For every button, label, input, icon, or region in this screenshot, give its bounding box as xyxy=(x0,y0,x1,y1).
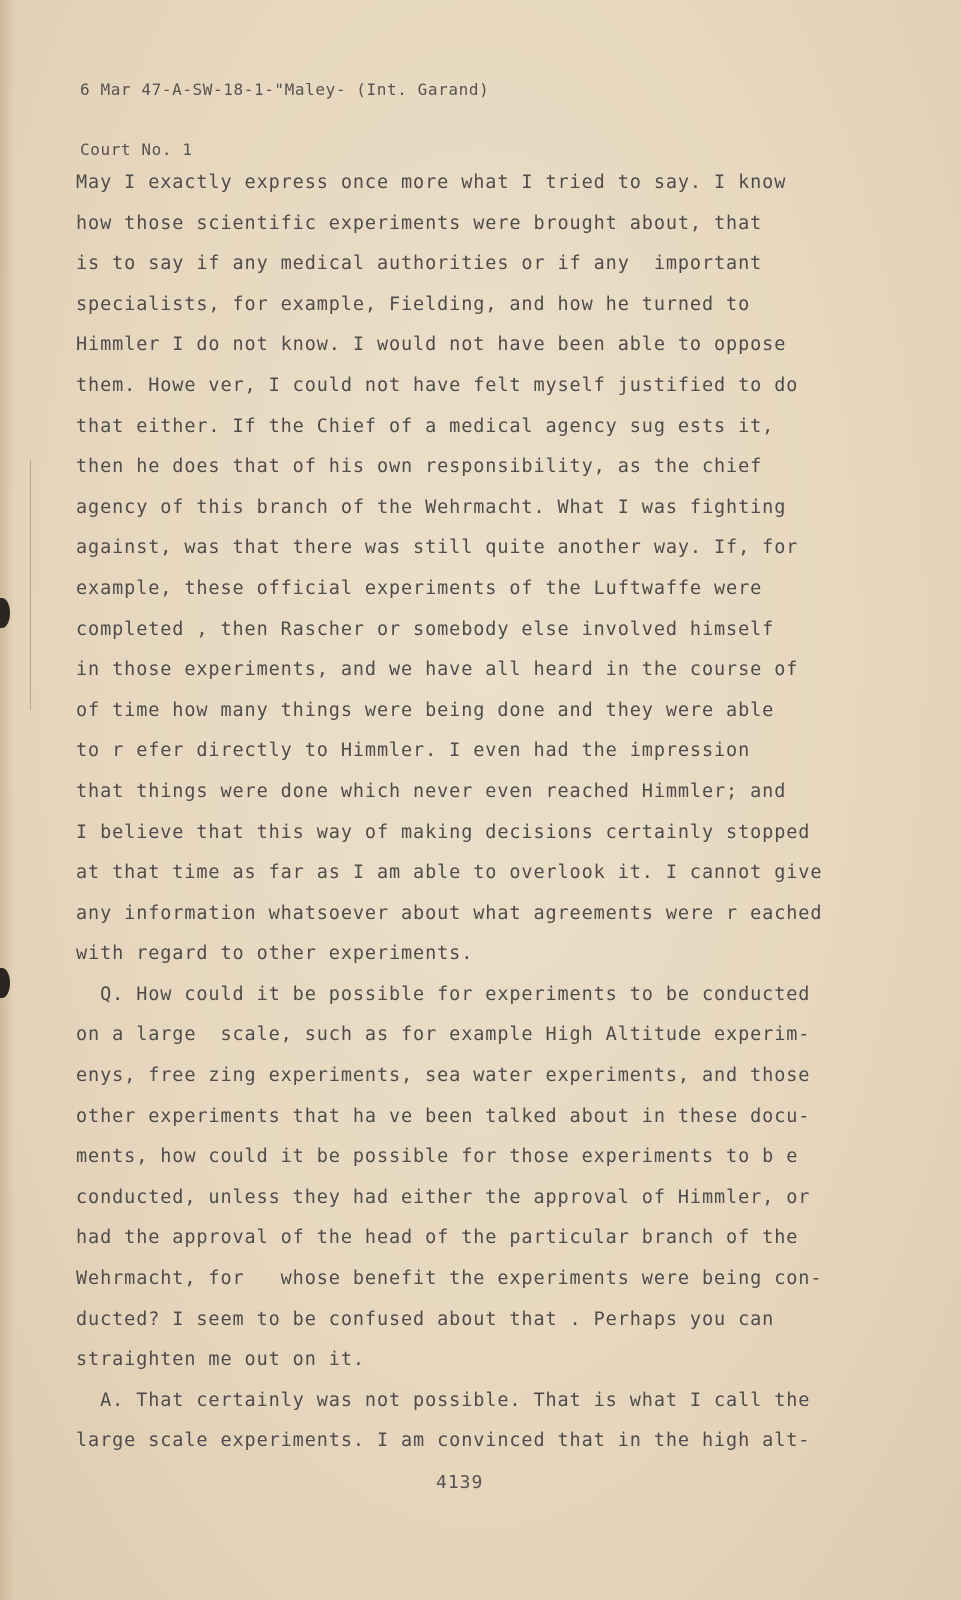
transcript-line: any information whatsoever about what agreements were r eached xyxy=(76,902,823,924)
transcript-line: example, these official experiments of the Luftwaffe were xyxy=(76,577,763,599)
transcript-line: had the approval of the head of the particular branch of the xyxy=(76,1227,799,1249)
transcript-line: in those experiments, and we have all heard in the course of xyxy=(76,659,799,681)
transcript-line: how those scientific experiments were brought about, that xyxy=(76,212,763,234)
transcript-line: straighten me out on it. xyxy=(76,1349,365,1371)
transcript-line: ments, how could it be possible for those experiments to b e xyxy=(76,1146,799,1168)
transcript-line: on a large scale, such as for example High Altitude experim- xyxy=(76,1024,811,1046)
transcript-line: Wehrmacht, for whose benefit the experiments were being con- xyxy=(76,1268,823,1290)
transcript-line: ducted? I seem to be confused about that . Perhaps you can xyxy=(76,1308,775,1330)
pencil-mark xyxy=(30,460,31,710)
transcript-line: conducted, unless they had either the approval of Himmler, or xyxy=(76,1186,811,1208)
header-reference: 6 Mar 47-A-SW-18-1-"Maley- (Int. Garand) xyxy=(80,80,490,99)
transcript-line: I believe that this way of making decisions certainly stopped xyxy=(76,821,811,843)
transcript-body xyxy=(76,163,936,1462)
transcript-line: then he does that of his own responsibility, as the chief xyxy=(76,456,763,478)
transcript-line: specialists, for example, Fielding, and how he turned to xyxy=(76,293,751,315)
transcript-line: against, was that there was still quite another way. If, for xyxy=(76,537,799,559)
transcript-line: to r efer directly to Himmler. I even had the impression xyxy=(76,740,751,762)
transcript-line: that things were done which never even reached Himmler; and xyxy=(76,780,787,802)
paper-edge xyxy=(0,0,14,1600)
transcript-line: Himmler I do not know. I would not have been able to oppose xyxy=(76,334,787,356)
transcript-line: agency of this branch of the Wehrmacht. What I was fighting xyxy=(76,496,787,518)
transcript-line: enys, free zing experiments, sea water experiments, and those xyxy=(76,1065,811,1087)
transcript-line: A. That certainly was not possible. That is what I call the xyxy=(76,1389,811,1411)
header-court: Court No. 1 xyxy=(80,140,193,159)
transcript-line: other experiments that ha ve been talked about in these docu- xyxy=(76,1105,811,1127)
page-number: 4139 xyxy=(436,1472,484,1493)
transcript-line: at that time as far as I am able to overlook it. I cannot give xyxy=(76,862,823,884)
transcript-line: is to say if any medical authorities or if any important xyxy=(76,253,763,275)
transcript-line: completed , then Rascher or somebody else involved himself xyxy=(76,618,775,640)
transcript-line: of time how many things were being done and they were able xyxy=(76,699,775,721)
transcript-line: May I exactly express once more what I tried to say. I know xyxy=(76,172,787,193)
transcript-line: them. Howe ver, I could not have felt myself justified to do xyxy=(76,374,799,396)
transcript-line: large scale experiments. I am convinced that in the high alt- xyxy=(76,1430,811,1452)
transcript-line: that either. If the Chief of a medical agency sug ests it, xyxy=(76,415,775,437)
transcript-line: with regard to other experiments. xyxy=(76,943,474,965)
transcript-line: Q. How could it be possible for experiments to be conducted xyxy=(76,983,811,1005)
